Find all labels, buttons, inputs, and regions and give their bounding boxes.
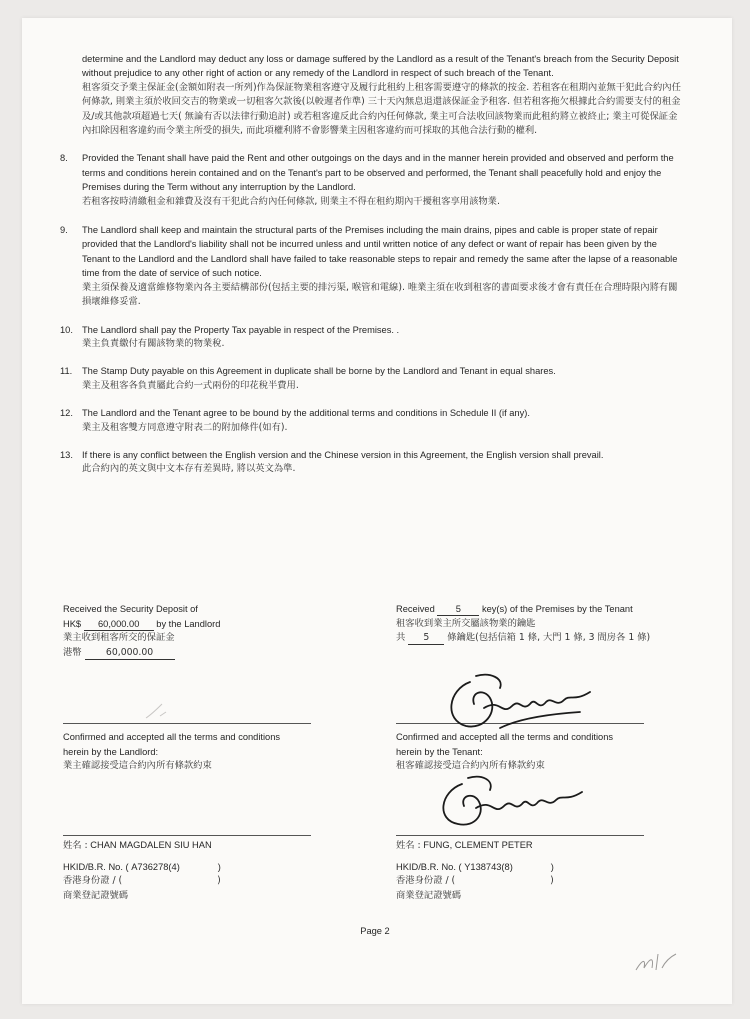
keys-zh-suffix: 條鑰匙(包括信箱 1 條, 大門 1 條, 3 間房各 1 條) <box>447 632 651 644</box>
deposit-amount-zh: 60,000.00 <box>85 647 175 660</box>
tenant-identity <box>396 838 676 903</box>
keys-count: 5 <box>437 603 479 616</box>
faint-mark-icon <box>140 696 180 724</box>
clause-text-zh: 業主及租客雙方同意遵守附表二的附加條件(如有). <box>82 421 288 433</box>
keys-line-1 <box>396 602 676 617</box>
landlord-identity <box>63 838 323 903</box>
landlord-signature-line <box>63 835 311 836</box>
tenant-confirm-2: herein by the Tenant: <box>396 746 483 757</box>
clause-text-en: The Landlord and the Tenant agree to be bound by the additional terms and conditions in Schedule II (if any). <box>82 408 530 419</box>
name-label: 姓名 : <box>396 840 421 851</box>
initials-icon <box>632 950 682 976</box>
tenant-br-zh: 商業登記證號碼 <box>396 889 462 901</box>
page-number: Page 2 <box>360 926 390 936</box>
clause-13 <box>60 448 686 477</box>
clause-text-zh: 若租客按時清繳租金和雜費及沒有干犯此合約內任何條款, 則業主不得在租約期內干擾租客享用該物業. <box>82 195 500 207</box>
tenant-id-zh-row <box>396 874 676 889</box>
keys-suffix: key(s) of the Premises by the Tenant <box>481 604 633 614</box>
deposit-line-1: Received the Security Deposit of <box>63 604 198 614</box>
deposit-zh-2 <box>63 646 323 661</box>
clause-10 <box>60 323 686 352</box>
clause-text-zh: 此合約內的英文與中文本存有差異時, 將以英文為準. <box>82 463 296 475</box>
tenant-signature-2-icon <box>430 772 590 834</box>
clause-number: 10. <box>60 324 73 335</box>
name-label: 姓名 : <box>63 840 88 851</box>
landlord-receipt-signature-line <box>63 723 311 724</box>
landlord-id-zh-row <box>63 874 323 889</box>
keys-zh-prefix: 共 <box>396 632 406 644</box>
clause-7-continued-zh: 租客須交予業主保証金(金額如附表一所列)作為保証物業租客遵守及履行此租約上租客需要遵守的條款的按金. 若租客在租期內並無干犯此合約內任何條款, 則業主須於收回交吉的物業或一切租客欠款後(以較遲者作準) 三十天內無息退還該保証金予租客. 但若租客拖欠根據此合約需要支付的租金及/或其他款項超過七天( 無論有否以法律行動追討) 或若租客違反此合約內任何條款, 業主可合法收回該物業而此租約將立被終止; 業主可從保証金內扣除因租客違約而令業主所受的損失, 而此項權利將不會影響業主因租客違約而可採取的其他合法行動的權利. <box>82 81 681 137</box>
clause-number: 9. <box>60 225 68 236</box>
tenant-confirm-1: Confirmed and accepted all the terms and conditions <box>396 732 614 742</box>
tenant-name: FUNG, CLEMENT PETER <box>423 840 533 850</box>
keys-zh-1: 租客收到業主所交屬該物業的鑰匙 <box>396 617 536 629</box>
clause-number: 13. <box>60 449 73 460</box>
clause-text-en: The Stamp Duty payable on this Agreement in duplicate shall be borne by the Landlord and Tenant in equal shares. <box>82 366 556 377</box>
clause-text-en: The Landlord shall pay the Property Tax payable in respect of the Premises. . <box>82 324 400 335</box>
clause-text-en: The Landlord shall keep and maintain the structural parts of the Premises including the main drains, pipes and cable is proper state of repair provided that the Landlord's liability shall not be incurred unless and until written notice of any defect or want of repair has been given by the Tenant to the Landlord and the Landlord shall have failed to take reasonable steps to repair and remedy the same after the lapse of a reasonable time from the date of service of such notice. <box>82 225 678 279</box>
clause-text-en: If there is any conflict between the English version and the Chinese version in this Agreement, the English version shall prevail. <box>82 449 604 460</box>
keys-zh-count: 5 <box>408 632 444 645</box>
landlord-name-row <box>63 838 323 854</box>
deposit-amount: 60,000.00 <box>84 618 154 631</box>
id-zh-label: 香港身份證 / ( <box>396 875 456 887</box>
clause-text-en: Provided the Tenant shall have paid the Rent and other outgoings on the days and in the manner herein provided and observed and perform the terms and conditions herein contained and on the Tenant's part to be observed and performed, the Tenant shall peacefully hold and enjoy the Premises during the Term without any interruption by the Landlord. <box>82 153 674 193</box>
id-zh-close: ) <box>550 875 554 887</box>
clause-9 <box>60 223 686 309</box>
landlord-name: CHAN MAGDALEN SIU HAN <box>90 840 212 850</box>
landlord-id-row <box>63 860 323 875</box>
clauses-section <box>60 52 686 477</box>
deposit-line-2 <box>63 617 323 632</box>
clause-8 <box>60 151 686 209</box>
id-close: ) <box>217 861 221 872</box>
clause-number: 12. <box>60 408 73 419</box>
id-label: HKID/B.R. No. ( <box>396 861 462 872</box>
landlord-confirm-2: herein by the Landlord: <box>63 746 159 757</box>
clause-text-zh: 業主及租客各負責屬此合約一式兩份的印花稅半費用. <box>82 379 299 391</box>
clause-11 <box>60 364 686 393</box>
clause-12 <box>60 406 686 435</box>
landlord-confirm-zh: 業主確認接受這合約內所有條款約束 <box>63 760 212 772</box>
tenant-id-row <box>396 860 676 875</box>
id-zh-label: 香港身份證 / ( <box>63 875 123 887</box>
landlord-id-value: A736278(4) <box>131 861 180 872</box>
landlord-confirmation <box>63 730 323 774</box>
id-label: HKID/B.R. No. ( <box>63 861 129 872</box>
deposit-receipt <box>63 602 323 660</box>
tenant-confirmation <box>396 730 676 774</box>
landlord-br-zh: 商業登記證號碼 <box>63 889 129 901</box>
landlord-confirm-1: Confirmed and accepted all the terms and conditions <box>63 732 281 742</box>
keys-receipt <box>396 602 676 646</box>
clause-7-continued-en: determine and the Landlord may deduct any loss or damage suffered by the Landlord as a result of the Tenant's breach from the Security Deposit without prejudice to any other right of action or any remedy of the Landlord in respect of such breach of the Tenant. <box>82 54 679 79</box>
hk-prefix: HK$ <box>63 618 82 629</box>
id-close: ) <box>550 861 554 872</box>
tenant-signature-1-icon <box>440 668 600 738</box>
id-zh-close: ) <box>217 875 221 887</box>
clause-number: 11. <box>60 366 73 377</box>
keys-prefix: Received <box>396 604 435 614</box>
tenant-name-row <box>396 838 676 854</box>
clause-text-zh: 業主須保養及適當維修物業內各主要結構部份(包括主要的排污渠, 喉管和電線). 唯業主須在收到租客的書面要求後才會有責任在合理時限內將有關損壞維修妥當. <box>82 281 678 308</box>
clause-text-zh: 業主負責繳付有關該物業的物業稅. <box>82 337 225 349</box>
tenant-signature-line <box>396 835 644 836</box>
keys-zh-2 <box>396 631 676 646</box>
clause-number: 8. <box>60 153 68 164</box>
tenant-confirm-zh: 租客確認接受這合約內所有條款約束 <box>396 760 545 772</box>
hk-prefix-zh: 港幣 <box>63 646 82 658</box>
deposit-zh-1: 業主收到租客所交的保証金 <box>63 632 175 644</box>
hk-suffix: by the Landlord <box>156 618 221 629</box>
tenant-id-value: Y138743(8) <box>464 861 513 872</box>
